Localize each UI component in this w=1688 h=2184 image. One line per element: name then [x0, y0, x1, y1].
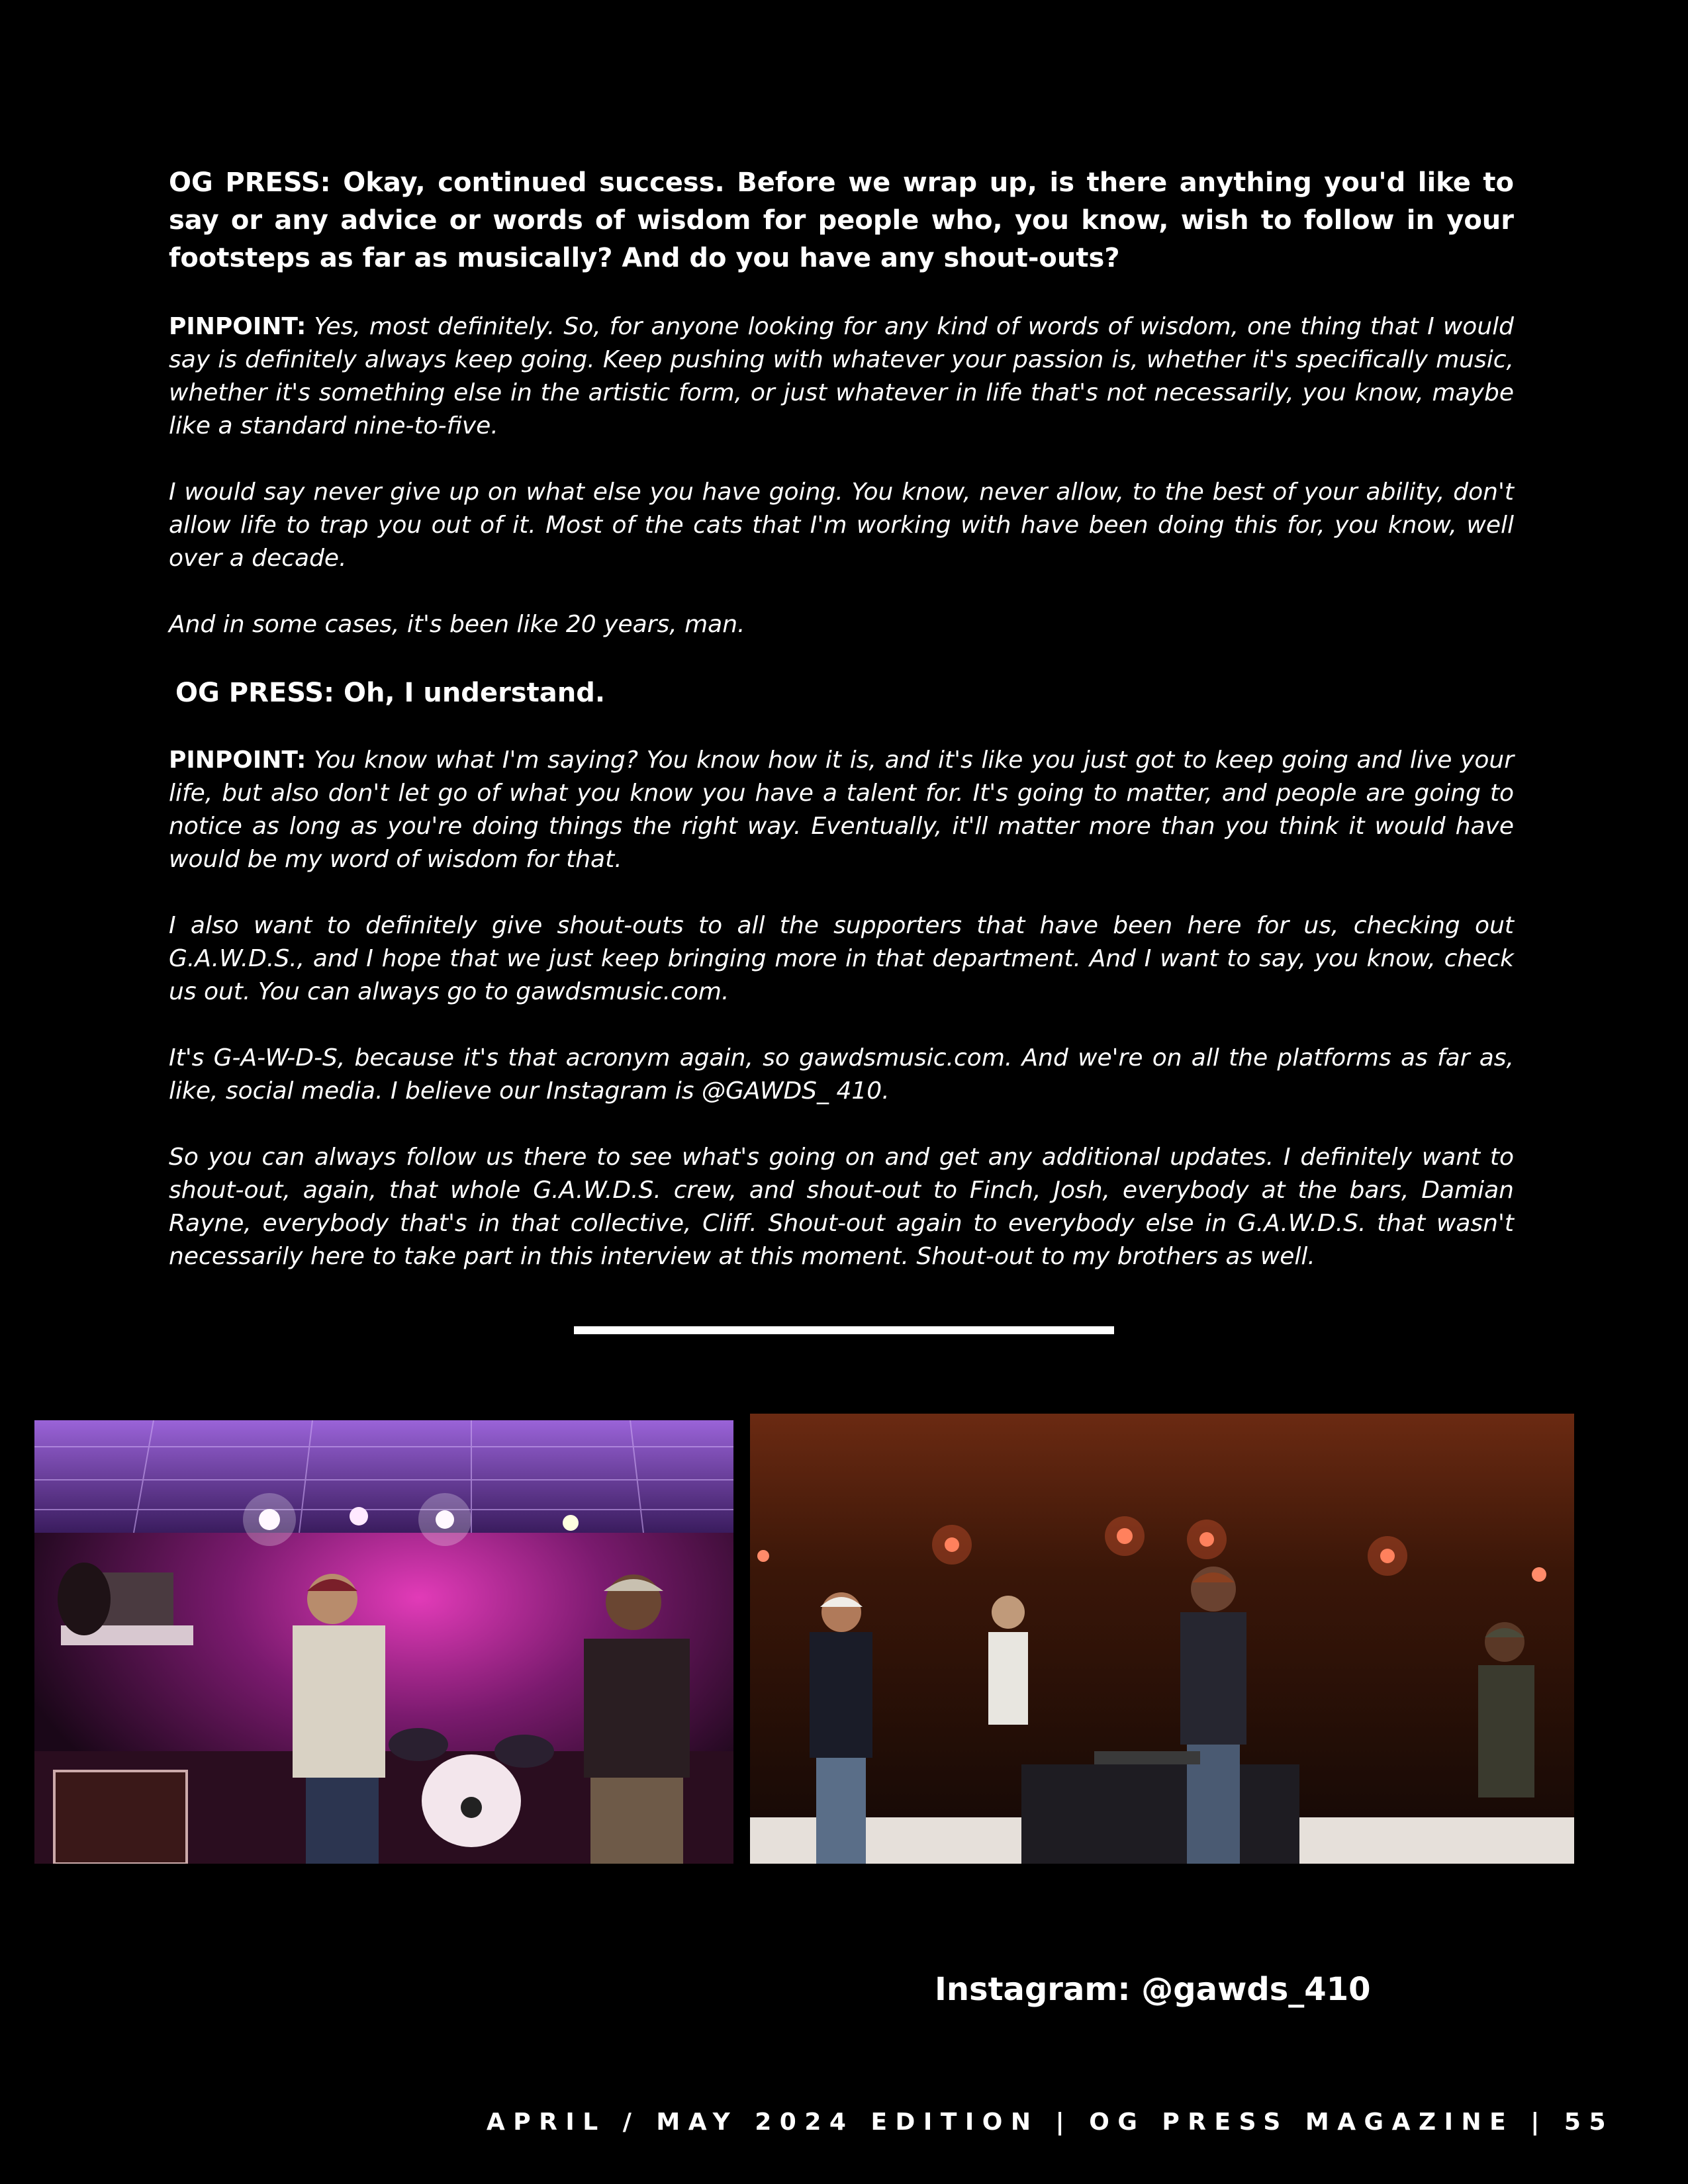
speaker-label: PINPOINT:: [169, 313, 306, 340]
answer-pinpoint-1: [169, 310, 1514, 443]
page-footer: APRIL / MAY 2024 EDITION | OG PRESS MAGAZINE | 55: [486, 2109, 1614, 2136]
answer-paragraph-6: It's G-A-W-D-S, because it's that acronym again, so gawdsmusic.com. And we're on all the platforms as far as, like, social media. I believe our Instagram is @GAWDS_ 410.: [169, 1044, 1514, 1105]
section-divider: [574, 1326, 1114, 1334]
answer-paragraph-2: I would say never give up on what else you have going. You know, never allow, to the best of your ability, don't allow life to trap you out of it. Most of the cats that I'm working with have been doing this for, you know, well over a decade.: [169, 478, 1514, 572]
interview-column: [169, 164, 1514, 1306]
answer-text: You know what I'm saying? You know how it is, and it's like you just got to keep going and live your life, but also don't let go of what you know you have a talent for. It's going to matter, and people are going to notice as long as you're doing things the right way. Eventually, it'll matter more than you think it would have would be my word of wisdom for that.: [169, 747, 1514, 873]
answer-paragraph-7: So you can always follow us there to see what's going on and get any additional updates. I definitely want to shout-out, again, that whole G.A.W.D.S. crew, and shout-out to Finch, Josh, everybody at the bars, Damian Rayne, everybody that's in that collective, Cliff. Shout-out again to everybody else in G.A.W.D.S. that wasn't necessarily here to take part in this interview at this moment. Shout-out to my brothers as well.: [169, 1144, 1514, 1270]
question-og-press-2: OG PRESS: Oh, I understand.: [175, 678, 606, 708]
answer-text: Yes, most definitely. So, for anyone looking for any kind of words of wisdom, one thing that I would say is definitely always keep going. Keep pushing with whatever your passion is, whether it's specifically music, whether it's something else in the artistic form, or just whatever in life that's not necessarily, you know, maybe like a standard nine-to-five.: [169, 313, 1514, 439]
concert-photo-left: [34, 1420, 733, 1864]
instagram-handle: Instagram: @gawds_410: [935, 1971, 1371, 2008]
answer-paragraph-5: I also want to definitely give shout-outs to all the supporters that have been here for us, checking out G.A.W.D.S., and I hope that we just keep bringing more in that department. And I want to say, you know, check us out. You can always go to gawdsmusic.com.: [169, 912, 1514, 1005]
answer-pinpoint-2: [169, 744, 1514, 876]
speaker-label: PINPOINT:: [169, 747, 306, 774]
answer-paragraph-3: And in some cases, it's been like 20 years, man.: [169, 611, 745, 638]
question-og-press-1: OG PRESS: Okay, continued success. Before we wrap up, is there anything you'd like to say or any advice or words of wisdom for people who, you know, wish to follow in your footsteps as far as musically? And do you have any shout-outs?: [169, 167, 1514, 273]
concert-photo-right: [750, 1414, 1574, 1864]
